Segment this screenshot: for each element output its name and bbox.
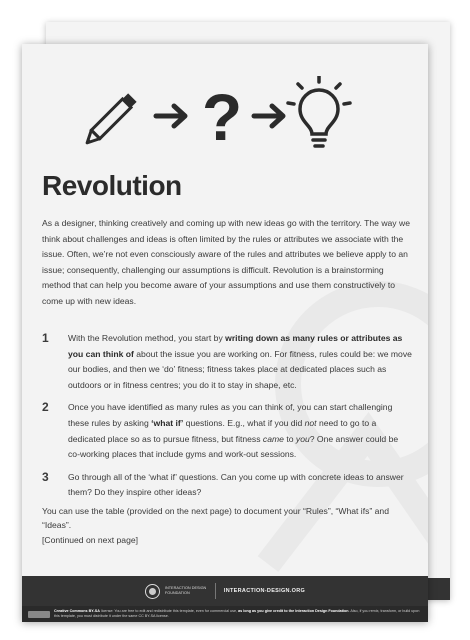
- step-text-part: With the Revolution method, you start by: [68, 333, 226, 343]
- license-part: . Also, if you remix, transform, or build upon this template, you must distribute it under the same CC BY-SA license.: [54, 609, 420, 618]
- arrow-right-icon: [156, 106, 185, 126]
- step-text-italic: you: [295, 433, 310, 444]
- intro-paragraph: As a designer, thinking creatively and coming up with new ideas go with the territory. The way we think about challenges and ideas is often limited by the rules or attributes we associate with the issue. Often, we’re not even consciously aware of the rules and attributes we believe apply to an issue; consequently, challenging our assumptions is difficult. Revolution is a brainstorming method that can help you become aware of your assumptions and use them constructively to come up with new ideas.: [42, 218, 410, 306]
- pencil-icon: [84, 93, 137, 147]
- site-link[interactable]: INTERACTION-DESIGN.ORG: [223, 588, 306, 594]
- step-text-italic: came: [262, 433, 284, 444]
- list-item: [42, 331, 412, 393]
- step-text-emphasis: ‘what if’: [151, 417, 184, 428]
- page-title: Revolution: [42, 170, 182, 201]
- table-note: You can use the table (provided on the next page) to document your “Rules”, “What ifs” and “Ideas”.: [42, 506, 389, 530]
- arrow-right-icon: [254, 106, 283, 126]
- license-emphasis: as long as you give credit to the Interaction Design Foundation: [238, 609, 349, 613]
- step-text-part: about the issue you are working on. For fitness, rules could be: we move our bodies, and then we ‘do’ fitness; fitness takes place at dedicated places such as outdoors or in fitness centres; you do it to stay in shape, etc.: [68, 348, 412, 390]
- idf-logo-icon: [145, 584, 160, 599]
- step-text-part: to: [283, 433, 296, 444]
- step-text: Go through all of the ‘what if’ questions. Can you come up with concrete ideas to answer them? Do they inspire other ideas?: [68, 471, 404, 498]
- step-text-emphasis: writing down as many rules or attributes as you can think of: [68, 333, 403, 359]
- footer-divider: [215, 583, 216, 599]
- step-number: 2: [42, 400, 49, 415]
- page-footer: [22, 576, 428, 606]
- step-text-part: ? One answer could be co-working places that include gyms and work-out sessions.: [68, 433, 399, 460]
- license-text: [54, 609, 422, 619]
- step-number: 3: [42, 469, 49, 484]
- step-text-italic: not: [304, 417, 317, 428]
- lightbulb-icon: [288, 76, 350, 146]
- continued-note: [Continued on next page]: [42, 535, 139, 545]
- question-mark-icon: ?: [201, 80, 243, 154]
- header-illustration: [84, 76, 364, 156]
- license-part: license: You are free to edit and redistribute this template, even for commercial use,: [99, 609, 239, 613]
- steps-list: [42, 331, 412, 508]
- license-emphasis: Creative Commons BY-SA: [54, 609, 100, 613]
- list-item: [42, 400, 412, 462]
- front-page: [22, 44, 428, 622]
- step-number: 1: [42, 331, 49, 345]
- list-item: [42, 470, 412, 501]
- license-bar: [22, 606, 428, 622]
- org-name: INTERACTION DESIGN FOUNDATION: [164, 586, 207, 595]
- step-text: [68, 400, 412, 462]
- step-text-part: Once you have identified as many rules as you can think of, you can start challenging these rules by asking: [68, 402, 393, 428]
- cc-badge-icon: [28, 611, 50, 618]
- step-text: [68, 331, 412, 393]
- step-text-part: questions. E.g., what if you did: [183, 417, 305, 428]
- step-text-part: need to go to a dedicated place so as to pursue fitness, but fitness: [68, 417, 377, 444]
